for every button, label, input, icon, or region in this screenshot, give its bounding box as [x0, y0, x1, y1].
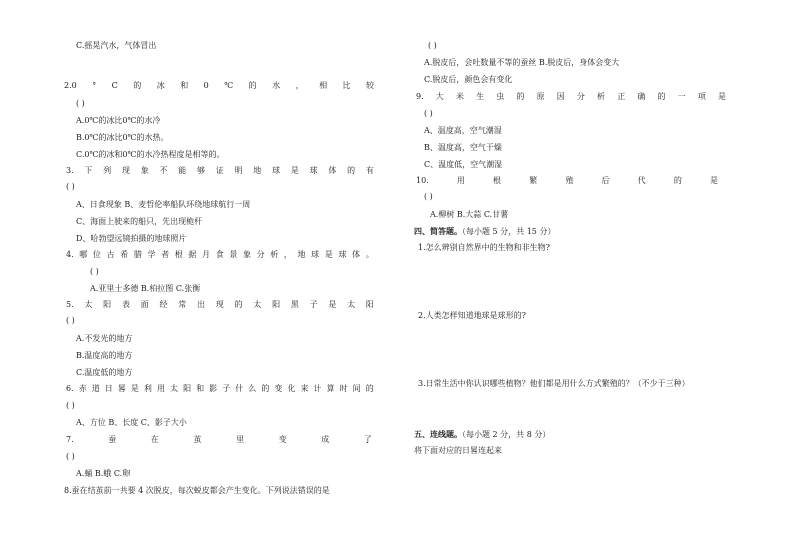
stem-char: C: [111, 81, 118, 90]
q5-option-a: A.不发光的地方: [76, 334, 133, 343]
stem-char: 的: [516, 92, 525, 101]
q2-option-b: B.0℃的冰比0℃的水热。: [76, 133, 169, 142]
stem-char: 的: [248, 81, 257, 90]
stem-char: 和: [196, 384, 205, 393]
stem-char: 出: [197, 300, 205, 309]
section-5-heading: [414, 429, 550, 440]
q10-options: A.柳树 B.大蒜 C.甘薯: [430, 210, 509, 219]
stem-char: 月: [202, 250, 211, 259]
stem-char: ，: [295, 81, 304, 90]
stem-char: 是: [328, 300, 337, 309]
stem-char: 现: [215, 300, 224, 309]
stem-char: 比: [342, 81, 351, 90]
q5-option-c: C.温度低的地方: [76, 368, 133, 377]
q9-option-b: B、温度高，空气干燥: [424, 143, 502, 152]
stem-char: 是: [717, 92, 726, 101]
stem-char: 项: [697, 92, 706, 101]
short-answer-2: 2.人类怎样知道地球是球形的?: [418, 311, 526, 320]
stem-char: 代: [637, 176, 646, 185]
stem-char: 列: [103, 166, 112, 175]
stem-char: 景: [229, 250, 238, 259]
stem-char: 面: [140, 300, 149, 309]
stem-char: 后: [601, 176, 610, 185]
q2-option-c: C.0℃的冰和0℃的水冷热程度是相等的。: [76, 150, 225, 159]
stem-char: 位: [92, 250, 101, 259]
q2-stem: [64, 81, 374, 91]
stem-char: 希: [120, 250, 129, 259]
section-5-instruction: 将下面对应的日晷连起来: [414, 446, 502, 455]
stem-char: 据: [188, 250, 197, 259]
short-answer-1: 1.怎么辨别自然界中的生物和非生物?: [418, 243, 550, 252]
stem-char: 分: [256, 250, 265, 259]
q6-paren: ( ): [66, 401, 75, 410]
stem-char: 现: [121, 166, 130, 175]
stem-char: 算: [326, 384, 335, 393]
stem-char: 5.: [66, 300, 74, 309]
q5-stem: [66, 300, 374, 310]
stem-char: 阳: [272, 300, 281, 309]
stem-char: 一: [677, 92, 686, 101]
stem-char: 较: [366, 81, 374, 90]
stem-char: 在: [150, 435, 159, 444]
q8-option-c: C.脱皮后，颜色会有变化: [424, 75, 513, 84]
q4-options: A.亚里士多德 B.柏拉图 C.张衡: [90, 284, 201, 293]
stem-char: 利: [143, 384, 152, 393]
stem-char: 有: [365, 166, 374, 175]
stem-char: 腊: [133, 250, 142, 259]
q10-paren: ( ): [424, 192, 433, 201]
stem-char: 析: [597, 92, 606, 101]
stem-char: 不: [159, 166, 168, 175]
stem-char: 水: [272, 81, 281, 90]
stem-char: 10.: [416, 176, 429, 185]
stem-char: 食: [215, 250, 224, 259]
q2-option-a: A.0℃的冰比0℃的水冷: [76, 116, 161, 125]
q4-stem: [66, 250, 374, 260]
stem-char: 成: [321, 435, 330, 444]
stem-char: 经: [159, 300, 168, 309]
q1-option-c: C.摇晃汽水，气体冒出: [76, 41, 157, 50]
stem-char: 体: [352, 250, 361, 259]
stem-char: 变: [274, 384, 283, 393]
stem-char: ，: [283, 250, 292, 259]
stem-char: 的: [261, 384, 270, 393]
stem-char: 析: [270, 250, 279, 259]
stem-char: 阳: [365, 300, 374, 309]
stem-char: 球: [309, 166, 318, 175]
stem-char: 来: [300, 384, 309, 393]
stem-char: 证: [215, 166, 224, 175]
stem-char: 体: [328, 166, 337, 175]
stem-char: 球: [311, 250, 320, 259]
q9-stem: [416, 92, 726, 102]
stem-char: 原: [536, 92, 545, 101]
q6-stem: [66, 384, 374, 394]
stem-char: 子: [309, 300, 318, 309]
stem-char: 根: [174, 250, 183, 259]
stem-char: 下: [84, 166, 93, 175]
stem-char: 子: [222, 384, 231, 393]
stem-char: 地: [297, 250, 306, 259]
stem-char: 太: [347, 300, 356, 309]
q3-paren: ( ): [66, 182, 75, 191]
stem-char: 晷: [117, 384, 126, 393]
stem-char: 计: [313, 384, 322, 393]
stem-char: °: [92, 81, 97, 90]
stem-char: 间: [352, 384, 361, 393]
stem-char: 化: [287, 384, 296, 393]
q4-paren: ( ): [90, 267, 99, 276]
stem-char: 确: [637, 92, 646, 101]
q5-paren: ( ): [66, 316, 75, 325]
stem-char: 的: [234, 300, 243, 309]
stem-char: 的: [133, 81, 142, 90]
stem-char: 和: [180, 81, 189, 90]
stem-char: 明: [234, 166, 243, 175]
stem-char: 象: [140, 166, 149, 175]
stem-char: 阳: [183, 384, 192, 393]
stem-char: 能: [178, 166, 187, 175]
q7-options: A.蛹 B.蛾 C.卵: [76, 469, 131, 478]
section-5-note: （每小题 2 分，共 8 分）: [462, 430, 551, 439]
q2-paren: ( ): [76, 99, 85, 108]
section-4-note: （每小题 5 分，共 15 分）: [462, 227, 556, 236]
q5-option-b: B.温度高的地方: [76, 351, 133, 360]
stem-char: 殖: [565, 176, 574, 185]
stem-char: 球: [338, 250, 347, 259]
stem-char: 变: [278, 435, 287, 444]
stem-char: 相: [319, 81, 328, 90]
stem-char: 因: [556, 92, 565, 101]
stem-char: 太: [170, 384, 179, 393]
stem-char: 是: [324, 250, 333, 259]
section-4-title: 四、简答题。: [414, 226, 462, 236]
stem-char: 表: [121, 300, 130, 309]
stem-char: 0: [203, 81, 209, 90]
stem-char: 茧: [193, 435, 202, 444]
stem-char: 太: [84, 300, 93, 309]
stem-char: 。: [365, 250, 374, 259]
stem-char: ℃: [224, 81, 234, 90]
stem-char: 日: [104, 384, 113, 393]
section-4-heading: [414, 226, 555, 237]
stem-char: 是: [709, 176, 718, 185]
q6-options: A、方位 B、长度 C、影子大小: [76, 418, 187, 427]
q3-option-d: D、哈勃望远镜拍摄的地球照片: [76, 234, 187, 243]
stem-char: 7.: [66, 435, 74, 444]
stem-char: 用: [456, 176, 465, 185]
stem-char: 黑: [290, 300, 299, 309]
stem-char: 用: [156, 384, 165, 393]
q8-option-a-b: A.脱皮后，会吐数量不等的蚕丝 B.脱皮后，身体会变大: [424, 58, 620, 67]
stem-char: 9.: [416, 92, 424, 101]
stem-char: 象: [242, 250, 251, 259]
q7-stem: [66, 435, 372, 445]
section-5-title: 五、连线题。: [414, 429, 462, 439]
stem-char: 生: [476, 92, 485, 101]
stem-char: 者: [161, 250, 170, 259]
stem-char: 球: [272, 166, 281, 175]
stem-char: 3.: [66, 166, 74, 175]
stem-char: 够: [197, 166, 205, 175]
q9-option-c: C、温度低，空气潮湿: [424, 160, 503, 169]
stem-char: 阳: [103, 300, 112, 309]
stem-char: 正: [617, 92, 626, 101]
stem-char: 学: [147, 250, 156, 259]
stem-char: 4.: [66, 250, 74, 259]
stem-char: 么: [248, 384, 257, 393]
q9-paren: ( ): [424, 109, 433, 118]
stem-char: 米: [455, 92, 464, 101]
stem-char: 是: [130, 384, 139, 393]
stem-char: 里: [236, 435, 245, 444]
q8-paren: ( ): [428, 41, 437, 50]
stem-char: 是: [290, 166, 299, 175]
stem-char: 了: [363, 435, 372, 444]
stem-char: 影: [209, 384, 218, 393]
short-answer-3: 3.日常生活中你认识哪些植物？他们都是用什么方式繁殖的？（不少于三种）: [418, 379, 690, 388]
stem-char: 什: [235, 384, 244, 393]
stem-char: 的: [365, 384, 374, 393]
q8-stem: 8.蚕在结茧前一共要 4 次脱皮，每次蜕皮都会产生变化。下列说法错误的是: [64, 486, 330, 495]
q3-option-c: C、海面上驶来的船只，先出现桅杆: [76, 217, 203, 226]
stem-char: 道: [91, 384, 100, 393]
stem-char: 的: [347, 166, 356, 175]
q9-option-a: A、温度高，空气潮湿: [424, 126, 502, 135]
stem-char: 繁: [529, 176, 538, 185]
stem-char: 古: [106, 250, 115, 259]
stem-char: 赤: [78, 384, 87, 393]
stem-char: 蚕: [108, 435, 117, 444]
stem-char: 根: [493, 176, 502, 185]
stem-char: 的: [657, 92, 666, 101]
stem-char: 大: [435, 92, 444, 101]
stem-char: 6.: [66, 384, 74, 393]
stem-char: 太: [253, 300, 262, 309]
q3-stem: [66, 166, 374, 176]
stem-char: 哪: [79, 250, 88, 259]
stem-char: 虫: [496, 92, 505, 101]
stem-char: 分: [576, 92, 585, 101]
stem-char: 的: [673, 176, 682, 185]
stem-char: 常: [178, 300, 187, 309]
stem-char: 时: [339, 384, 348, 393]
q7-paren: ( ): [66, 452, 75, 461]
q10-stem: [416, 176, 718, 186]
stem-char: 2.0: [64, 81, 77, 90]
q3-option-a-b: A、日食现象 B、麦哲伦率船队环绕地球航行一周: [76, 200, 251, 209]
stem-char: 冰: [156, 81, 165, 90]
stem-char: 地: [253, 166, 262, 175]
